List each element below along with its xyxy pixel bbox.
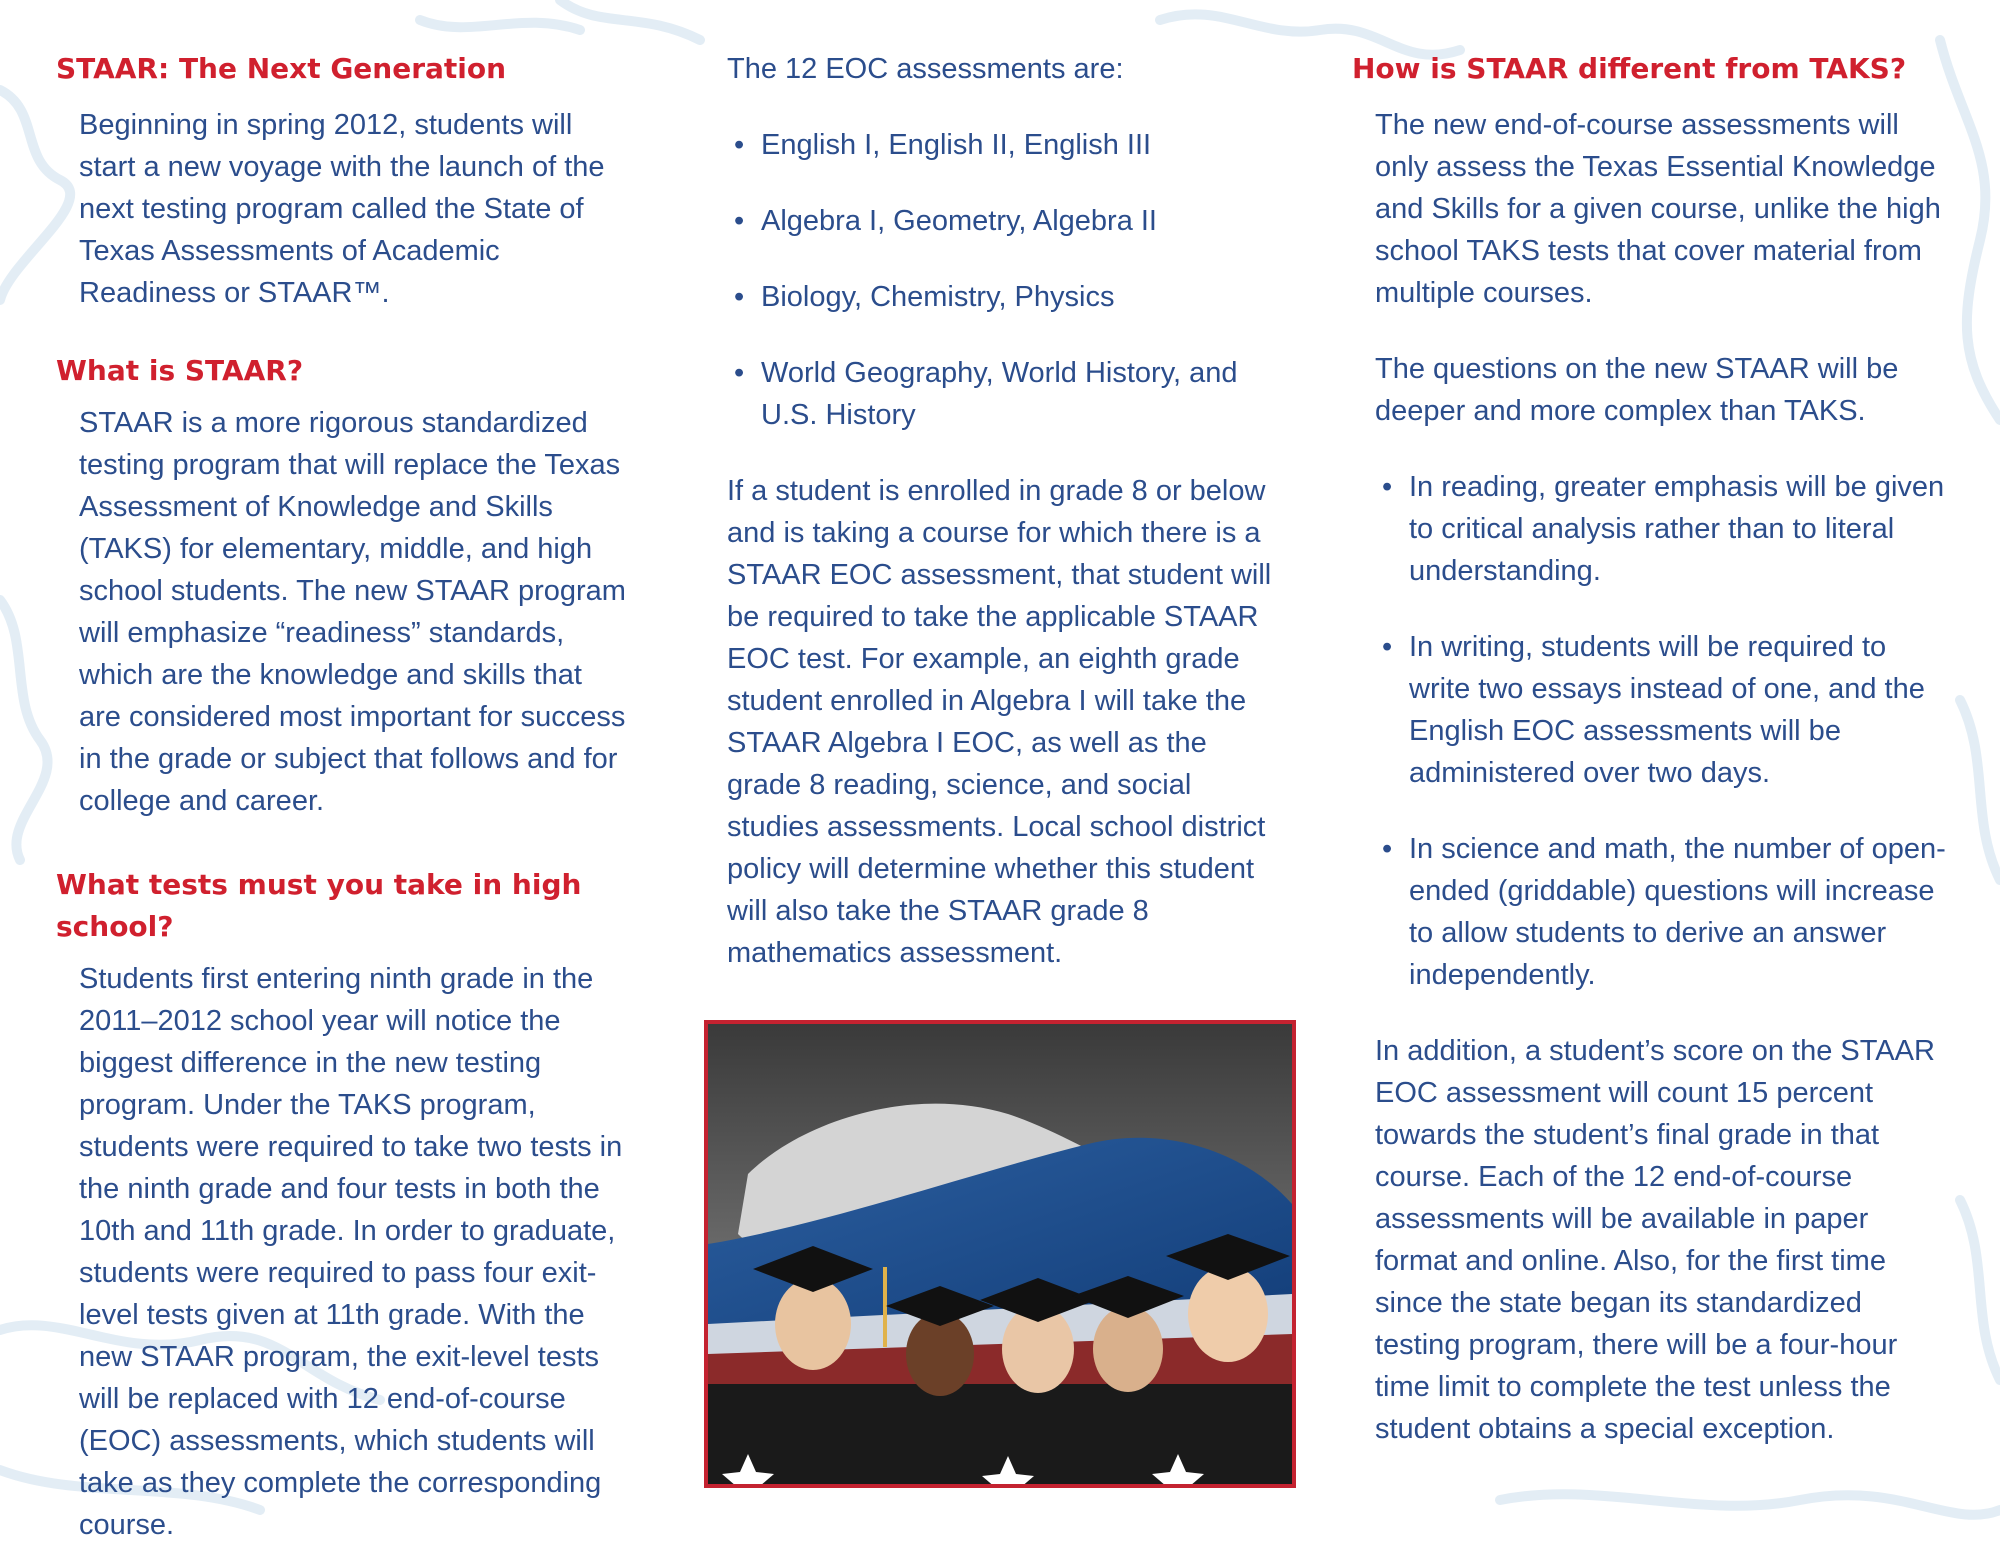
heading-staar-next-generation: STAAR: The Next Generation (56, 52, 507, 85)
eoc-assessment-list (727, 124, 1287, 436)
eoc-list-intro: The 12 EOC assessments are: (727, 53, 1124, 85)
list-item: • In reading, greater emphasis will be given to critical analysis rather than to literal understanding. (1375, 466, 1952, 592)
heading-what-tests-high-school: What tests must you take in high school? (56, 868, 582, 943)
column-left (56, 0, 626, 1546)
graduates-photo (704, 1020, 1296, 1488)
paragraph-intro: Beginning in spring 2012, students will start a new voyage with the launch of the next testing program called the State of Texas Assessments of Academic Readiness or STAAR™. (79, 109, 605, 309)
paragraph-high-school-tests: Students first entering ninth grade in the 2011–2012 school year will notice the biggest difference in the new testing program. Under the TAKS program, students were required to take two tests in the ninth grade and four tests in both the 10th and 11th grade. In order to graduate, students were required to pass four exit-level tests given at 11th grade. With the new STAAR program, the exit-level tests will be replaced with 12 end-of-course (EOC) assessments, which students will take as they complete the corresponding course. (79, 963, 623, 1541)
list-item: • In science and math, the number of open-ended (griddable) questions will increase to allow students to derive an answer independently. (1375, 828, 1952, 996)
list-item: • World Geography, World History, and U.S. History (727, 352, 1287, 436)
paragraph-score-counts: In addition, a student’s score on the STAAR EOC assessment will count 15 percent towards the student’s final grade in that course. Each of the 12 end-of-course assessments will be available in paper format and online. Also, for the first time since the state began its standardized testing program, there will be a four-hour time limit to complete the test unless the student obtains a special exception. (1375, 1035, 1935, 1445)
bullet-icon: • (734, 281, 745, 313)
column-right (1352, 0, 1952, 1450)
bullet-icon: • (1382, 471, 1393, 503)
list-item: • Algebra I, Geometry, Algebra II (727, 200, 1287, 242)
differences-list (1352, 466, 1952, 996)
list-item: • Biology, Chemistry, Physics (727, 276, 1287, 318)
graduates-illustration (708, 1024, 1292, 1484)
bullet-icon: • (734, 357, 745, 389)
bullet-icon: • (1382, 631, 1393, 663)
paragraph-grade-8-eoc: If a student is enrolled in grade 8 or below and is taking a course for which there is a STAAR EOC assessment, that student will be required to take the applicable STAAR EOC test. For example, an eighth grade student enrolled in Algebra I will take the STAAR Algebra I EOC, as well as the grade 8 reading, science, and social studies assessments. Local school district policy will determine whether this student will also take the STAAR grade 8 mathematics assessment. (727, 475, 1272, 969)
bullet-icon: • (734, 129, 745, 161)
list-item: • In writing, students will be required to write two essays instead of one, and the English EOC assessments will be administered over two days. (1375, 626, 1952, 794)
bullet-icon: • (1382, 833, 1393, 865)
heading-what-is-staar: What is STAAR? (56, 354, 304, 387)
column-middle (727, 0, 1287, 974)
list-item: • English I, English II, English III (727, 124, 1287, 166)
paragraph-deeper-questions: The questions on the new STAAR will be deeper and more complex than TAKS. (1375, 353, 1899, 427)
bullet-icon: • (734, 205, 745, 237)
paragraph-eoc-assess: The new end-of-course assessments will only assess the Texas Essential Knowledge and Skills for a given course, unlike the high school TAKS tests that cover material from multiple courses. (1375, 109, 1941, 309)
paragraph-what-is-staar: STAAR is a more rigorous standardized testing program that will replace the Texas Assessment of Knowledge and Skills (TAKS) for elementary, middle, and high school students. The new STAAR program will emphasize “readiness” standards, which are the knowledge and skills that are considered most important for success in the grade or subject that follows and for college and career. (79, 407, 626, 817)
heading-staar-vs-taks: How is STAAR different from TAKS? (1352, 52, 1907, 85)
